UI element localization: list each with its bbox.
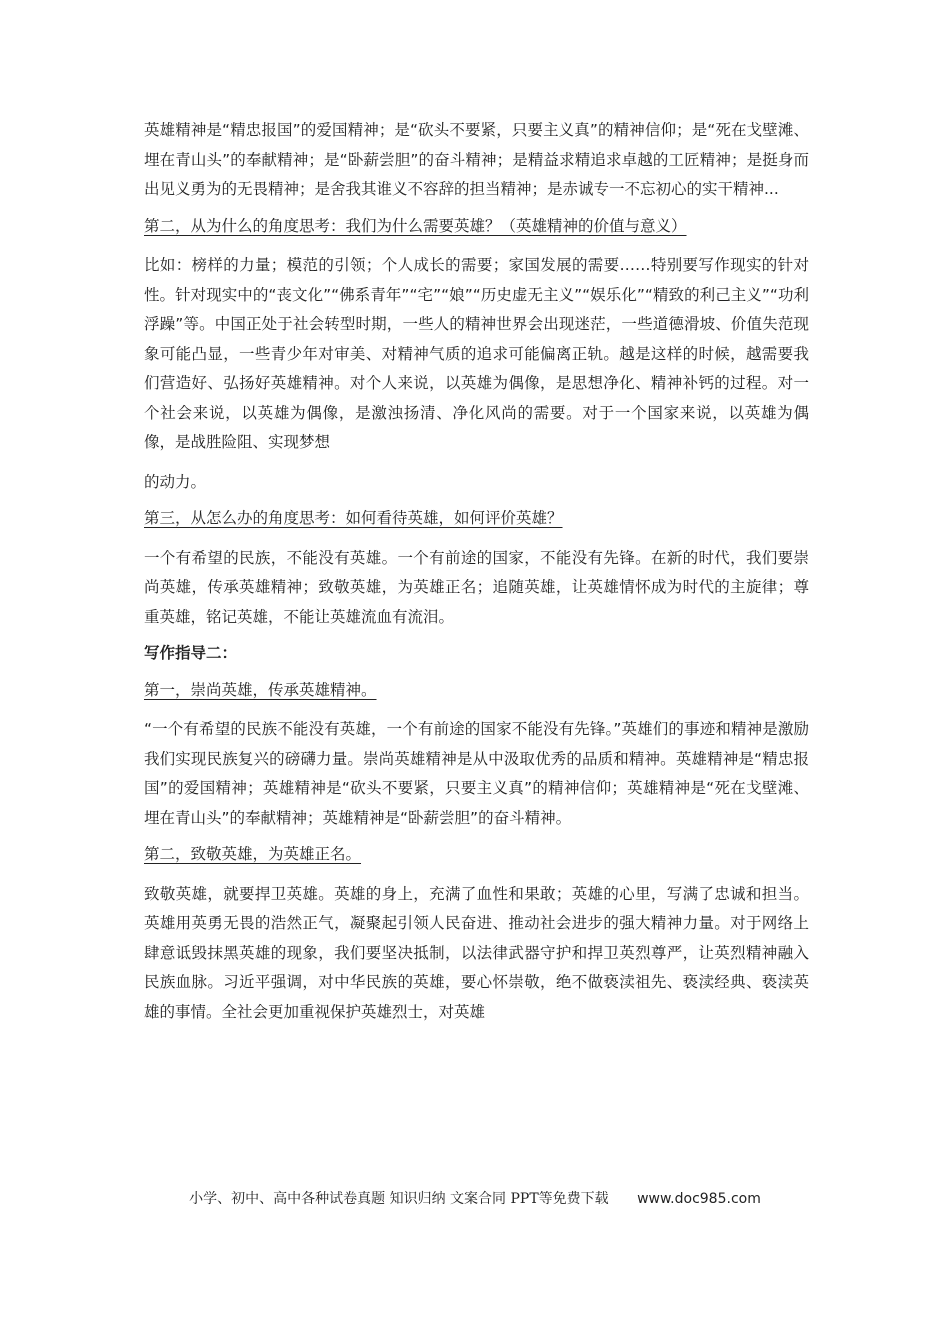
paragraph-admire-heroes: “一个有希望的民族不能没有英雄，一个有前途的国家不能没有先锋。”英雄们的事迹和精神是激励我们实现民族复兴的磅礴力量。崇尚英雄精神是从中汲取优秀的品质和精神。英雄精神是“精忠报国”的爱国精神；英雄精神是“砍头不要紧，只要主义真”的精神信仰；英雄精神是“死在戈壁滩、埋在青山头”的奉献精神；英雄精神是“卧薪尝胆”的奋斗精神。 xyxy=(144,720,809,827)
paragraph-why-heroes-end: 的动力。 xyxy=(144,472,207,491)
paragraph-how-view-heroes: 一个有希望的民族，不能没有英雄。一个有前途的国家，不能没有先锋。在新的时代，我们要崇尚英雄，传承英雄精神；致敬英雄，为英雄正名；追随英雄，让英雄情怀成为时代的主旋律；尊重英雄，铭记英雄，不能让英雄流血有流泪。 xyxy=(144,548,809,626)
section-heading-why: 第二，从为什么的角度思考：我们为什么需要英雄？（英雄精神的价值与意义） xyxy=(144,216,687,235)
section-title-guide-two: 写作指导二： xyxy=(144,644,238,662)
section-heading-admire: 第一，崇尚英雄，传承英雄精神。 xyxy=(144,680,377,699)
paragraph-hero-spirit: 英雄精神是“精忠报国”的爱国精神；是“砍头不要紧，只要主义真”的精神信仰；是“死在戈壁滩、埋在青山头”的奉献精神；是“卧薪尝胆”的奋斗精神；是精益求精追求卓越的工匠精神；是挺身而出见义勇为的无畏精神；是舍我其谁义不容辞的担当精神；是赤诚专一不忘初心的实干精神... xyxy=(144,121,809,198)
section-heading-how: 第三，从怎么办的角度思考：如何看待英雄，如何评价英雄？ xyxy=(144,509,563,527)
section-heading-salute: 第二，致敬英雄，为英雄正名。 xyxy=(144,845,362,863)
paragraph-salute-heroes: 致敬英雄，就要捍卫英雄。英雄的身上，充满了血性和果敢；英雄的心里，写满了忠诚和担当。英雄用英勇无畏的浩然正气，凝聚起引领人民奋进、推动社会进步的强大精神力量。对于网络上肆意诋毁抹黑英雄的现象，我们要坚决抵制，以法律武器守护和捍卫英烈尊严，让英烈精神融入民族血脉。习近平强调，对中华民族的英雄，要心怀崇敬，绝不做亵渎祖先、亵渎经典、亵渎英雄的事情。全社会更加重视保护英雄烈士，对英雄 xyxy=(144,884,809,1021)
page-footer xyxy=(0,1188,950,1208)
paragraph-why-heroes: 比如：榜样的力量；模范的引领；个人成长的需要；家国发展的需要……特别要写作现实的针对性。针对现实中的“丧文化”“佛系青年”“宅”“娘”“历史虚无主义”“娱乐化”“精致的利己主义”“功利浮躁”等。中国正处于社会转型时期，一些人的精神世界会出现迷茫，一些道德滑坡、价值失范现象可能凸显，一些青少年对审美、对精神气质的追求可能偏离正轨。越是这样的时候，越需要我们营造好、弘扬好英雄精神。对个人来说，以英雄为偶像，是思想净化、精神补钙的过程。对一个社会来说，以英雄为偶像，是激浊扬清、净化风尚的需要。对于一个国家来说，以英雄为偶像，是战胜险阻、实现梦想 xyxy=(144,256,809,451)
footer-url: www.doc985.com xyxy=(637,1191,761,1207)
footer-text: 小学、初中、高中各种试卷真题 知识归纳 文案合同 PPT等免费下载 xyxy=(189,1191,609,1207)
document-body xyxy=(144,116,809,1027)
